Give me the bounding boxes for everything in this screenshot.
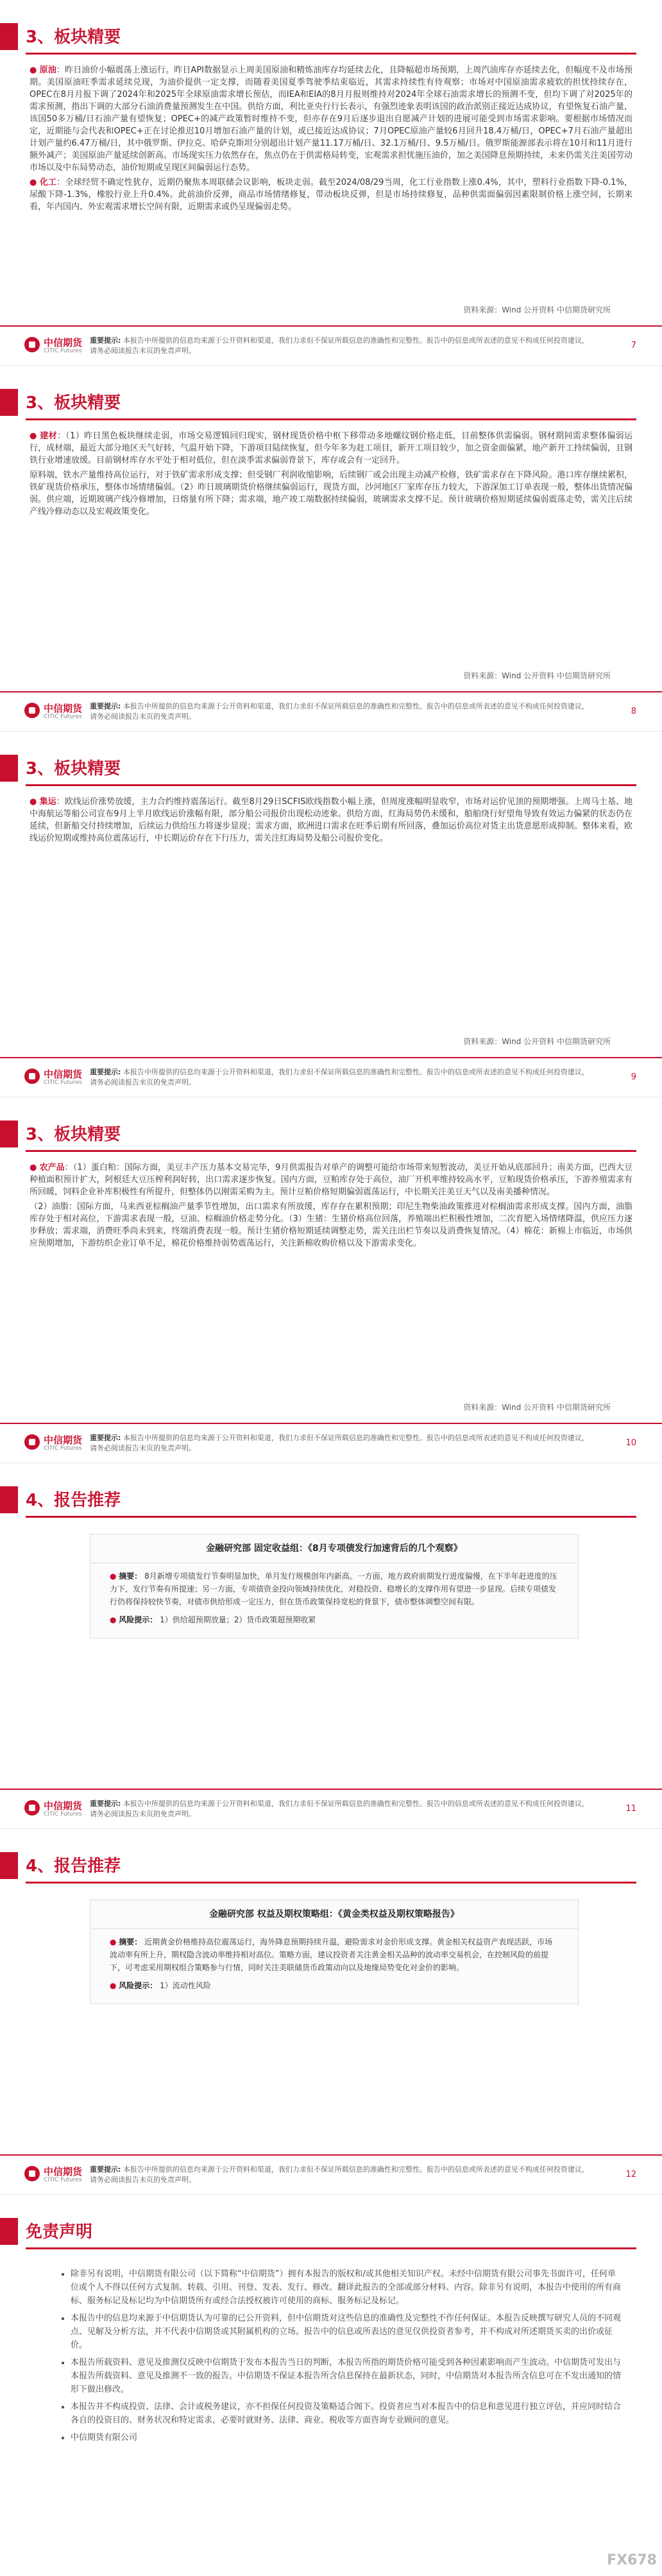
section-title: 3、板块精要 xyxy=(26,393,121,413)
paragraph xyxy=(30,1162,632,1198)
bullet-icon: ● xyxy=(110,1937,119,1946)
paragraph xyxy=(30,176,632,213)
paragraph-label: 集运 xyxy=(39,797,56,807)
disclaimer-label: 重要提示: xyxy=(90,2165,121,2174)
report-page xyxy=(0,1463,662,1829)
footer-disclaimer xyxy=(90,1799,590,1819)
title-underline xyxy=(26,1882,636,1884)
paragraph-label: 化工 xyxy=(39,178,57,187)
section-title: 3、板块精要 xyxy=(26,28,121,47)
section-content xyxy=(30,1162,632,1252)
section-marker xyxy=(0,1852,18,1879)
paragraph-text: ：全球经贸不确定性犹存，近期仍聚焦本周联储会议影响，板块走弱。截至2024/08/29当周，化工行业指数上涨0.4%，其中，塑料行业指数下降-0.1%，尿酸下降-1.3%，橡胶行业上升0.4%。此前油价反弹，商品市场情绪修复，带动板块反弹，但是市场持续修复，品种供需面偏弱因素限制价格上涨空间，长期来看，年内国内、外宏观需求增长空间有限，近期需求或仍呈现偏弱走势。 xyxy=(30,178,632,212)
page-footer xyxy=(0,691,662,731)
title-underline xyxy=(26,784,636,786)
risk-label: 风险提示： xyxy=(119,1981,158,1990)
citic-logo xyxy=(24,1067,82,1089)
bullet-icon: ● xyxy=(30,65,40,75)
section-title: 3、板块精要 xyxy=(26,1125,121,1144)
report-page xyxy=(0,0,662,366)
paragraph-text: ：欧线运价涨势放缓，主力合约维持震荡运行。截至8月29日SCFIS欧线指数小幅上涨，但周度涨幅明显收窄，市场对运价见顶的预期增强。上周马士基、地中海航运等船公司宣布9月上半月欧线运价涨幅有限，部分船公司报价出现松动迹象。供给方面，红海局势仍未缓和，船舶绕行好望角导致有效运力偏紧的状态仍在延续，但新船交付持续增加，后续运力供给压力将逐步显现；需求方面，欧洲进口需求在旺季后期有所回落，叠加运价高位对货主出货意愿形成抑制。整体来看，欧线运价短期或维持高位震荡运行，中长期运价存在下行压力，需关注红海局势及船公司报价变化。 xyxy=(30,797,632,843)
disclaimer-text: 本报告中所提供的信息均来源于公开资料和渠道，我们力求但不保证所载信息的准确性和完整性。报告中的信息或所表述的意见不构成任何投资建议，请务必阅读报告末页的免责声明。 xyxy=(90,702,589,721)
logo-en: CITIC Futures xyxy=(44,714,82,720)
disclaimer-label: 重要提示: xyxy=(90,702,121,710)
bullet-icon: ● xyxy=(110,1981,119,1990)
section-marker xyxy=(0,755,18,782)
section-marker xyxy=(0,23,18,50)
source-note: 资料来源：Wind 公开资料 中信期货研究所 xyxy=(463,1403,611,1412)
source-note: 资料来源：Wind 公开资料 中信期货研究所 xyxy=(463,1037,611,1046)
logo-cn: 中信期货 xyxy=(44,1069,83,1080)
citic-logo-icon xyxy=(24,1800,40,1816)
disclaimer-text: 本报告中所提供的信息均来源于公开资料和渠道，我们力求但不保证所载信息的准确性和完整性。报告中的信息或所表述的意见不构成任何投资建议，请务必阅读报告末页的免责声明。 xyxy=(90,1068,589,1086)
disclaimer-page xyxy=(0,2195,662,2573)
disclaimer-item: • 中信期货有限公司 xyxy=(71,2431,624,2444)
paragraph xyxy=(30,430,632,467)
report-body xyxy=(90,1563,578,1638)
disclaimer-text: 本报告中所提供的信息均来源于公开资料和渠道，我们力求但不保证所载信息的准确性和完整性。报告中的信息或所表述的意见不构成任何投资建议，请务必阅读报告末页的免责声明。 xyxy=(90,2165,589,2184)
page-number: 12 xyxy=(625,2170,636,2179)
source-note: 资料来源：Wind 公开资料 中信期货研究所 xyxy=(463,305,611,314)
section-content xyxy=(30,796,632,847)
section-title: 4、报告推荐 xyxy=(26,1857,121,1876)
report-heading: 金融研究部 权益及期权策略组：《黄金类权益及期权策略报告》 xyxy=(90,1900,578,1929)
disclaimer-item: • 本报告并不构成投资、法律、会计或税务建议，亦不担保任何投资及策略适合阁下。投资者应当对本报告中的信息和意见进行独立评估，并应同时结合各自的投资目的、财务状况和特定需求，必要时就财务、法律、商业、税收等方面咨询专业顾问的意见。 xyxy=(71,2400,624,2427)
bullet-icon: ● xyxy=(30,431,40,441)
logo-cn: 中信期货 xyxy=(44,337,83,348)
bullet-icon: ● xyxy=(30,1163,40,1172)
disclaimer-label: 重要提示: xyxy=(90,1434,121,1442)
report-card xyxy=(90,1534,579,1638)
page-number: 11 xyxy=(625,1804,636,1814)
report-page xyxy=(0,732,662,1097)
disclaimer-list xyxy=(45,2267,624,2448)
disclaimer-label: 重要提示: xyxy=(90,1799,121,1808)
section-title: 4、报告推荐 xyxy=(26,1491,121,1510)
citic-logo xyxy=(24,1799,82,1821)
bullet-icon: ● xyxy=(110,1572,119,1581)
bullet-icon: ● xyxy=(110,1615,119,1624)
citic-logo-icon xyxy=(24,2166,40,2181)
report-summary xyxy=(110,1936,559,1974)
page-number: 8 xyxy=(631,707,636,716)
paragraph-text: （2）油脂：国际方面，马来西亚棕榈油产量季节性增加，出口需求有所放缓，库存存在累积预期；印尼生物柴油政策推进对棕榈油需求形成支撑。国内方面，油脂库存处于相对高位，下游需求表现一般，豆油、棕榈油价格走势分化。（3）生猪：生猪价格高位回落，养殖端出栏积极性增加，二次育肥入场情绪降温，供应压力逐步释放；需求端，消费旺季尚未到来，终端消费表现一般。预计生猪价格短期延续调整走势，需关注出栏节奏以及消费恢复情况。（4）棉花：新棉上市临近，市场供应预期增加，下游纺织企业订单不足，棉花价格维持弱势震荡运行，关注新棉收购价格以及下游需求变化。 xyxy=(30,1202,632,1248)
paragraph-label: 原油 xyxy=(39,65,56,75)
citic-logo-icon xyxy=(24,337,40,352)
paragraph-text: ：（1）蛋白粕：国际方面，美豆丰产压力基本交易完毕，9月供需报告对单产的调整可能给市场带来短暂波动，美豆开始从底部回升；南美方面，巴西大豆种植面积预计扩大，阿根廷大豆压榨利润好转，出口需求逐步恢复。国内方面，豆粕库存处于高位，油厂开机率维持较高水平，豆粕现货价格承压，下游养殖需求有所回暖，饲料企业补库积极性有所提升，但整体仍以刚需采购为主。预计豆粕价格短期偏弱震荡运行，中长期关注美豆天气以及南美播种情况。 xyxy=(30,1163,632,1197)
logo-cn: 中信期货 xyxy=(44,1434,83,1446)
paragraph-label: 建材 xyxy=(40,431,57,441)
risk-label: 风险提示： xyxy=(119,1615,158,1624)
section-content xyxy=(30,64,632,216)
citic-logo xyxy=(24,336,82,357)
paragraph xyxy=(30,469,632,518)
page-footer xyxy=(0,325,662,365)
logo-en: CITIC Futures xyxy=(44,348,82,354)
report-heading: 金融研究部 固定收益组：《8月专项债发行加速背后的几个观察》 xyxy=(90,1534,578,1563)
bullet-icon: ● xyxy=(30,178,40,187)
page-number: 10 xyxy=(625,1438,636,1448)
footer-disclaimer xyxy=(90,336,590,356)
disclaimer-item: • 本报告中的信息均来源于中信期货认为可靠的已公开资料，但中信期货对这些信息的准确性及完整性不作任何保证。本报告反映撰写研究人员的不同观点、见解及分析方法，并不代表中信期货或其附属机构的立场。报告中的信息或所表达的意见仅供投资者参考，并不构成对所述期货买卖的出价或征价。 xyxy=(71,2312,624,2352)
report-page xyxy=(0,1097,662,1463)
citic-logo-icon xyxy=(24,703,40,718)
logo-cn: 中信期货 xyxy=(44,1800,83,1812)
page-number: 7 xyxy=(631,341,636,350)
section-title: 免责声明 xyxy=(26,2222,93,2242)
paragraph xyxy=(30,64,632,174)
paragraph xyxy=(30,796,632,845)
report-page xyxy=(0,366,662,732)
section-marker xyxy=(0,1486,18,1513)
disclaimer-item: • 除非另有说明，中信期货有限公司（以下简称“中信期货”）拥有本报告的版权和/或其他相关知识产权。未经中信期货有限公司事先书面许可，任何单位或个人不得以任何方式复制、转载、引用、刊登、发表、发行、修改、翻译此报告的全部或部分材料、内容。除非另有说明，本报告中使用的所有商标、服务标记及标记均为中信期货所有或经合法授权被许可使用的商标、服务标记及标记。 xyxy=(71,2267,624,2308)
page-footer xyxy=(0,1423,662,1463)
disclaimer-label: 重要提示: xyxy=(90,336,121,345)
disclaimer-label: 重要提示: xyxy=(90,1068,121,1076)
logo-en: CITIC Futures xyxy=(44,2177,82,2183)
title-underline xyxy=(26,2247,636,2249)
footer-disclaimer xyxy=(90,1433,590,1454)
citic-logo-icon xyxy=(24,1069,40,1084)
citic-logo-icon xyxy=(24,1434,40,1450)
disclaimer-item: • 本报告所载资料、意见及推测仅反映中信期货于发布本报告当日的判断，本报告所指的期货价格可能受到各种因素影响而产生波动。中信期货可发出与本报告所载资料、意见及推测不一致的报告。中信期货不保证本报告所含信息保持在最新状态，同时，中信期货对本报告所含信息可在不发出通知的情形下做出修改。 xyxy=(71,2356,624,2396)
footer-disclaimer xyxy=(90,1067,590,1088)
paragraph-text: ：昨日油价小幅震荡上涨运行。昨日API数据显示上周美国原油和精炼油库存均延续去化，且降幅超市场预期，上周汽油库存亦延续去化，但幅度不及市场预期。美国原油旺季需求延续兑现，为油价提供一定支撑，而随着美国夏季驾驶季结束临近，其需求持续性有待观察；市场对中国原油需求疲软的担忧持续存在，OPEC在8月月报下调了2024年和2025年全球原油需求增长预估，而IEA和EIA的8月月报则维持对2024年全球石油需求增长的预测不变，但均下调了对2025年的需求预测，指出下调的大部分石油消费量预测发生在中国。供给方面，利比亚央行行长表示，有强烈迹象表明该国的政治派别正接近达成协议，有望恢复石油产量，该国50多万桶/日石油产量有望恢复；OPEC+的减产政策暂时维持不变，但亦存在9月后逐步退出自愿减产计划的进展可能受到市场需求影响。要根据市场情况而定，近期能与会代表和OPEC+正在讨论推迟10月增加石油产量的计划，或已接近达成协议；7月OPEC原油产量较6月回升18.4万桶/日，OPEC+7月石油产量超出计划产量约6.47万桶/日，其中俄罗斯、伊拉克、哈萨克斯坦分别超出计划产量11.17万桶/日、32.1万桶/日、9.5万桶/日。俄罗斯能源部表示将在10月和11月进行额外减产；美国原油产量延续创新高。市场现实压力依然存在，焦点仍在于供需格局转变，宏观需求担忧施压油价，加之美国降息预期持续，未来仍需关注美国劳动市场以及中东局势动态，油价短期或呈现区间偏弱运行态势。 xyxy=(30,65,632,173)
page-footer xyxy=(0,1057,662,1097)
page-footer xyxy=(0,1789,662,1828)
bullet-icon: ● xyxy=(30,797,40,807)
title-underline xyxy=(26,418,636,420)
section-marker xyxy=(0,1121,18,1147)
citic-logo xyxy=(24,1433,82,1455)
section-content xyxy=(30,430,632,520)
report-risk xyxy=(110,1979,559,1992)
report-page xyxy=(0,1829,662,2195)
title-underline xyxy=(26,53,636,55)
paragraph xyxy=(30,1201,632,1249)
citic-logo xyxy=(24,2165,82,2186)
source-note: 资料来源：Wind 公开资料 中信期货研究所 xyxy=(463,671,611,680)
citic-logo xyxy=(24,701,82,723)
footer-disclaimer xyxy=(90,701,590,722)
disclaimer-text: 本报告中所提供的信息均来源于公开资料和渠道，我们力求但不保证所载信息的准确性和完整性。报告中的信息或所表述的意见不构成任何投资建议，请务必阅读报告末页的免责声明。 xyxy=(90,336,589,355)
summary-text: 近期黄金价格维持高位震荡运行，海外降息预期持续升温，避险需求对金价形成支撑。黄金相关权益资产表现活跃，市场波动率有所上升，期权隐含波动率维持相对高位。策略方面，建议投资者关注黄金相关品种的波动率交易机会，在控制风险的前提下，可考虑采用期权组合策略参与行情，同时关注美联储货币政策动向以及地缘局势变化对金价的影响。 xyxy=(110,1937,553,1972)
risk-text: 1）供给超预期放量；2）货币政策超预期收紧 xyxy=(160,1615,316,1624)
section-marker xyxy=(0,389,18,416)
page-footer xyxy=(0,2154,662,2194)
paragraph-label: 农产品 xyxy=(39,1163,65,1172)
paragraph-text: ：（1）昨日黑色板块继续走弱，市场交易逻辑回归现实，钢材现货价格中枢下移带动多地螺纹钢价格走低，目前整体供需偏弱。钢材期间需求整体偏弱运行，成材端，最近大部分地区天气好转，气温开始下降，下游项目陆续恢复，但今年多为赶工项目，新开工项目较少，加之资金面偏紧，地产新开工持续偏弱，且钢铁行业增速放缓。目前钢材库存水平处于相对低位，但在淡季需求偏弱背景下，库存或会有一定回升。 xyxy=(30,431,632,465)
logo-cn: 中信期货 xyxy=(44,2166,83,2177)
summary-label: 摘要： xyxy=(119,1937,142,1946)
section-marker xyxy=(0,2218,18,2245)
title-underline xyxy=(26,1150,636,1152)
risk-text: 1）流动性风险 xyxy=(160,1981,211,1990)
logo-en: CITIC Futures xyxy=(44,1079,82,1086)
report-body xyxy=(90,1929,578,2004)
page-number: 9 xyxy=(631,1072,636,1082)
logo-en: CITIC Futures xyxy=(44,1445,82,1452)
disclaimer-text: 本报告中所提供的信息均来源于公开资料和渠道，我们力求但不保证所载信息的准确性和完整性。报告中的信息或所表述的意见不构成任何投资建议，请务必阅读报告末页的免责声明。 xyxy=(90,1434,589,1452)
title-underline xyxy=(26,1516,636,1518)
report-card xyxy=(90,1900,579,2004)
summary-text: 8月新增专项债发行节奏明显加快，单月发行规模创年内新高。一方面，地方政府前期发行进度偏慢，在下半年赶进度的压力下，发行节奏有所提速；另一方面，专项债资金投向领域持续优化，对稳投资、稳增长的支撑作用有望进一步显现。后续专项债发行仍将保持较快节奏，对债市供给形成一定压力，但在货币政策保持宽松的背景下，债市整体调整空间有限。 xyxy=(110,1572,557,1606)
disclaimer-text: 本报告中所提供的信息均来源于公开资料和渠道，我们力求但不保证所载信息的准确性和完整性。报告中的信息或所表述的意见不构成任何投资建议，请务必阅读报告末页的免责声明。 xyxy=(90,1799,589,1818)
watermark: FX678 xyxy=(607,2552,657,2568)
section-title: 3、板块精要 xyxy=(26,759,121,778)
paragraph-text: 原料端，铁水产量维持高位运行，对于铁矿需求形成支撑；但受钢厂利润收缩影响，后续钢厂或会出现主动减产检修，铁矿需求存在下降风险。港口库存继续累积，铁矿现货价格承压，整体市场情绪偏弱。（2）昨日玻璃期货价格继续偏弱运行，现货方面，沙河地区厂家库存压力较大，下游深加工订单表现一般，整体出货情况偏弱。供应端，近期玻璃产线冷修增加，日熔量有所下降；需求端，地产竣工端数据持续偏弱，玻璃需求支撑不足。预计玻璃价格短期延续偏弱震荡走势，需关注后续产线冷修动态以及宏观政策变化。 xyxy=(30,470,632,517)
logo-en: CITIC Futures xyxy=(44,1811,82,1817)
footer-disclaimer xyxy=(90,2165,590,2185)
report-risk xyxy=(110,1613,559,1626)
summary-label: 摘要： xyxy=(119,1572,142,1581)
report-summary xyxy=(110,1570,559,1608)
logo-cn: 中信期货 xyxy=(44,703,83,714)
